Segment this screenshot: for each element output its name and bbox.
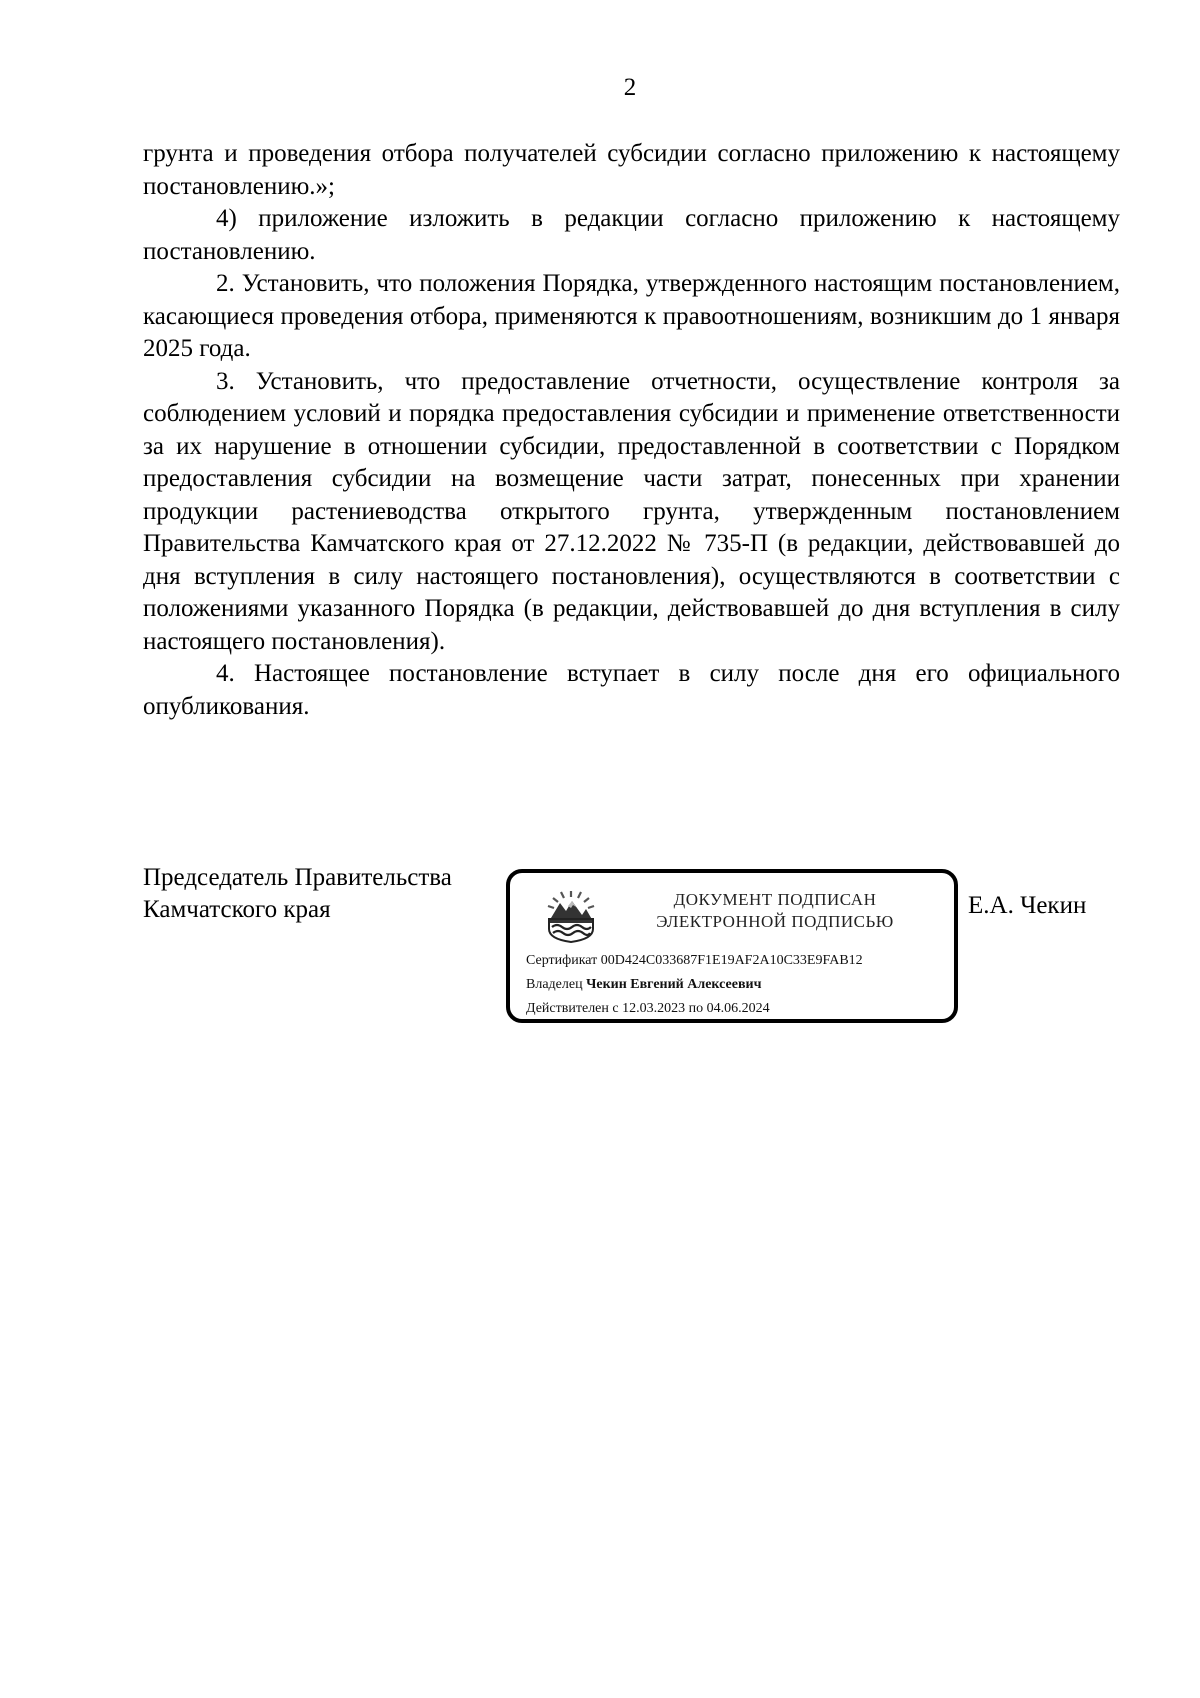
stamp-details [526,949,946,1021]
stamp-valid-to: 04.06.2024 [706,1001,770,1016]
stamp-valid-label: Действителен [526,1001,609,1016]
signatory-title-line-2: Камчатского края [143,896,331,923]
paragraph-continuation: грунта и проведения отбора получателей субсидии согласно приложению к настоящему постановлению.»; [143,140,1120,200]
stamp-valid-from: 12.03.2023 [622,1001,686,1016]
electronic-signature-stamp [506,869,958,1023]
stamp-owner-row [526,973,946,997]
paragraph-item-4: 4) приложение изложить в редакции согласно приложению к настоящему постановлению. [143,205,1120,265]
paragraph-clause-4: 4. Настоящее постановление вступает в силу после дня его официального опубликования. [143,660,1120,720]
stamp-owner-label: Владелец [526,977,583,992]
page-number: 2 [623,74,637,101]
kamchatka-emblem-icon [544,889,598,943]
stamp-heading-line-1: ДОКУМЕНТ ПОДПИСАН [673,890,877,909]
paragraph-clause-3: 3. Установить, что предоставление отчетности, осуществление контроля за соблюдением условий и порядка предоставления субсидии и применение ответственности за их нарушение в отношении субсидии, предоставленной в соответствии с Порядком предоставления субсидии на возмещение части затрат, понесенных при хранении продукции растениеводства открытого грунта, утвержденным постановлением Правительства Камчатского края от 27.12.2022 № 735-П (в редакции, действовавшей до дня вступления в силу настоящего постановления), осуществляются в соответствии с положениями указанного Порядка (в редакции, действовавшей до дня вступления в силу настоящего постановления). [143,367,1120,655]
stamp-owner-value: Чекин Евгений Алексеевич [586,977,762,992]
stamp-valid-to-label: по [688,1001,704,1016]
stamp-validity-row [526,997,946,1021]
stamp-certificate-label: Сертификат [526,953,598,968]
stamp-heading-line-2: ЭЛЕКТРОННОЙ ПОДПИСЬЮ [656,912,894,931]
paragraph-clause-2: 2. Установить, что положения Порядка, утвержденного настоящим постановлением, касающиеся проведения отбора, применяются к правоотношениям, возникшим до 1 января 2025 года. [143,270,1120,362]
signatory-title [143,862,452,926]
signatory-title-line-1: Председатель Правительства [143,864,452,891]
stamp-certificate-value: 00D424C033687F1E19AF2A10C33E9FAB12 [600,953,863,968]
stamp-heading [610,889,940,933]
signatory-name: Е.А. Чекин [968,892,1087,919]
stamp-valid-from-label: с [612,1001,619,1016]
stamp-certificate-row [526,949,946,973]
document-body [143,138,1120,723]
